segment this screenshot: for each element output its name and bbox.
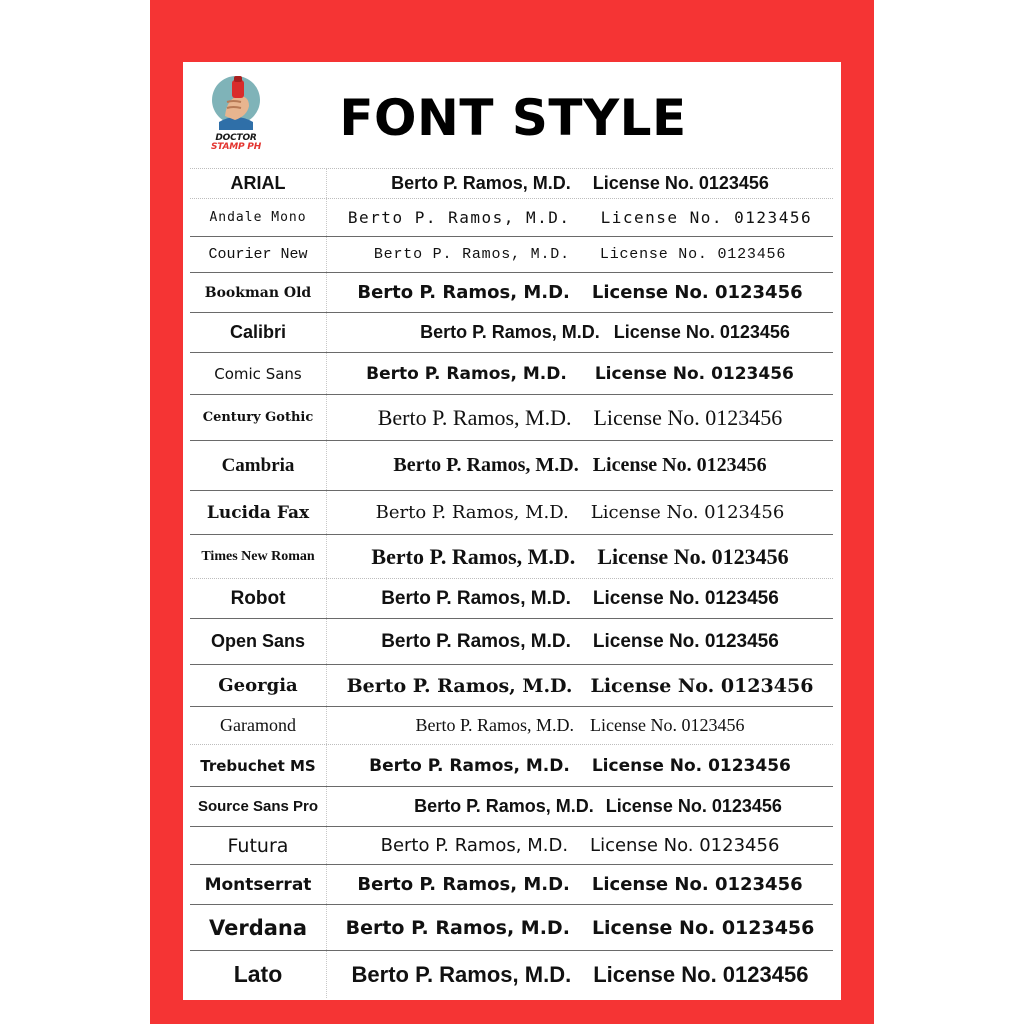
sample-license: License No. 0123456 bbox=[600, 208, 813, 227]
font-row-lato bbox=[190, 950, 833, 998]
font-sample bbox=[327, 631, 833, 653]
font-name: Lucida Fax bbox=[190, 491, 327, 534]
font-sample bbox=[327, 835, 833, 856]
font-name: Bookman Old bbox=[190, 273, 327, 312]
logo-text-stamp-ph: STAMP PH bbox=[210, 142, 262, 152]
font-row-montserrat bbox=[190, 864, 833, 904]
font-row-robot bbox=[190, 578, 833, 618]
sample-doctor: Berto P. Ramos, M.D. bbox=[351, 961, 572, 987]
font-name: Verdana bbox=[190, 905, 327, 950]
sample-license: License No. 0123456 bbox=[605, 796, 782, 816]
sample-doctor: Berto P. Ramos, M.D. bbox=[357, 874, 570, 895]
font-row-source-sans-pro bbox=[190, 786, 833, 826]
sample-doctor: Berto P. Ramos, M.D. bbox=[345, 916, 570, 939]
font-name: Courier New bbox=[190, 237, 327, 272]
font-sample bbox=[327, 544, 833, 570]
sample-doctor: Berto P. Ramos, M.D. bbox=[366, 363, 567, 384]
sample-doctor: Berto P. Ramos, M.D. bbox=[414, 796, 594, 816]
font-sample bbox=[327, 588, 833, 610]
font-row-lucida-fax bbox=[190, 490, 833, 534]
font-row-cambria bbox=[190, 440, 833, 490]
sample-doctor: Berto P. Ramos, M.D. bbox=[347, 208, 571, 227]
font-style-sheet bbox=[183, 62, 841, 1000]
sample-license: License No. 0123456 bbox=[592, 454, 767, 476]
font-row-verdana bbox=[190, 904, 833, 950]
font-sample bbox=[327, 454, 833, 477]
sample-license: License No. 0123456 bbox=[591, 755, 791, 776]
font-name: Garamond bbox=[190, 707, 327, 744]
sample-doctor: Berto P. Ramos, M.D. bbox=[371, 543, 576, 569]
font-name: Comic Sans bbox=[190, 353, 327, 394]
font-name: Open Sans bbox=[190, 619, 327, 664]
sample-doctor: Berto P. Ramos, M.D. bbox=[375, 502, 569, 523]
font-row-courier-new bbox=[190, 236, 833, 272]
font-sample bbox=[327, 796, 833, 817]
font-name: Lato bbox=[190, 951, 327, 998]
font-name: Source Sans Pro bbox=[190, 787, 327, 826]
sample-license: License No. 0123456 bbox=[591, 916, 815, 939]
font-table bbox=[190, 168, 833, 998]
font-sample bbox=[327, 173, 833, 194]
font-row-trebuchet-ms bbox=[190, 744, 833, 786]
doctor-stamp-logo bbox=[205, 72, 267, 152]
sample-doctor: Berto P. Ramos, M.D. bbox=[391, 173, 571, 193]
sample-license: License No. 0123456 bbox=[591, 874, 803, 895]
sample-license: License No. 0123456 bbox=[593, 961, 809, 987]
font-row-century-gothic bbox=[190, 394, 833, 440]
font-name: Montserrat bbox=[190, 865, 327, 904]
font-name: Trebuchet MS bbox=[190, 745, 327, 786]
font-name: ARIAL bbox=[190, 169, 327, 198]
sample-license: License No. 0123456 bbox=[592, 173, 769, 193]
sample-doctor: Berto P. Ramos, M.D. bbox=[381, 587, 571, 609]
font-name: Century Gothic bbox=[190, 395, 327, 440]
sample-doctor: Berto P. Ramos, M.D. bbox=[380, 835, 569, 856]
sample-doctor: Berto P. Ramos, M.D. bbox=[420, 322, 600, 342]
sample-doctor: Berto P. Ramos, M.D. bbox=[346, 674, 573, 697]
font-name: Cambria bbox=[190, 441, 327, 490]
font-sample bbox=[327, 246, 833, 263]
font-row-futura bbox=[190, 826, 833, 864]
sample-doctor: Berto P. Ramos, M.D. bbox=[393, 454, 579, 476]
font-sample bbox=[327, 962, 833, 988]
sample-doctor: Berto P. Ramos, M.D. bbox=[369, 755, 570, 776]
sample-license: License No. 0123456 bbox=[597, 543, 789, 569]
font-row-calibri bbox=[190, 312, 833, 352]
sample-doctor: Berto P. Ramos, M.D. bbox=[415, 715, 575, 735]
font-sample bbox=[327, 282, 833, 303]
font-name: Georgia bbox=[190, 665, 327, 706]
font-sample bbox=[327, 364, 833, 384]
sample-doctor: Berto P. Ramos, M.D. bbox=[381, 630, 571, 652]
font-sample bbox=[327, 715, 833, 736]
sample-license: License No. 0123456 bbox=[590, 715, 745, 735]
sample-license: License No. 0123456 bbox=[593, 404, 783, 430]
font-row-times-new-roman bbox=[190, 534, 833, 578]
sample-license: License No. 0123456 bbox=[592, 630, 779, 652]
sample-license: License No. 0123456 bbox=[599, 246, 787, 263]
sample-license: License No. 0123456 bbox=[590, 674, 814, 697]
sample-doctor: Berto P. Ramos, M.D. bbox=[377, 404, 572, 430]
font-name: Futura bbox=[190, 827, 327, 864]
sample-license: License No. 0123456 bbox=[592, 587, 779, 609]
font-row-arial bbox=[190, 168, 833, 198]
font-row-comic-sans bbox=[190, 352, 833, 394]
font-row-andale-mono bbox=[190, 198, 833, 236]
page-title: FONT STYLE bbox=[339, 89, 687, 147]
font-row-georgia bbox=[190, 664, 833, 706]
font-row-garamond bbox=[190, 706, 833, 744]
font-name: Andale Mono bbox=[190, 199, 327, 236]
font-sample bbox=[327, 874, 833, 895]
font-name: Times New Roman bbox=[190, 535, 327, 578]
font-sample bbox=[327, 208, 833, 227]
font-sample bbox=[327, 502, 833, 523]
sample-doctor: Berto P. Ramos, M.D. bbox=[373, 246, 570, 263]
font-sample bbox=[327, 405, 833, 431]
font-sample bbox=[327, 917, 833, 939]
font-name: Calibri bbox=[190, 313, 327, 352]
sample-doctor: Berto P. Ramos, M.D. bbox=[357, 282, 570, 303]
sample-license: License No. 0123456 bbox=[590, 502, 785, 523]
font-sample bbox=[327, 322, 833, 343]
sample-license: License No. 0123456 bbox=[590, 835, 780, 856]
font-sample bbox=[327, 675, 833, 697]
font-sample bbox=[327, 756, 833, 776]
stamp-hand-icon bbox=[205, 72, 267, 134]
logo-text-doctor: DOCTOR bbox=[215, 133, 257, 143]
sample-license: License No. 0123456 bbox=[594, 363, 794, 384]
sample-license: License No. 0123456 bbox=[613, 322, 790, 342]
font-name: Robot bbox=[190, 579, 327, 618]
sample-license: License No. 0123456 bbox=[591, 282, 803, 303]
font-row-bookman-old bbox=[190, 272, 833, 312]
font-row-open-sans bbox=[190, 618, 833, 664]
